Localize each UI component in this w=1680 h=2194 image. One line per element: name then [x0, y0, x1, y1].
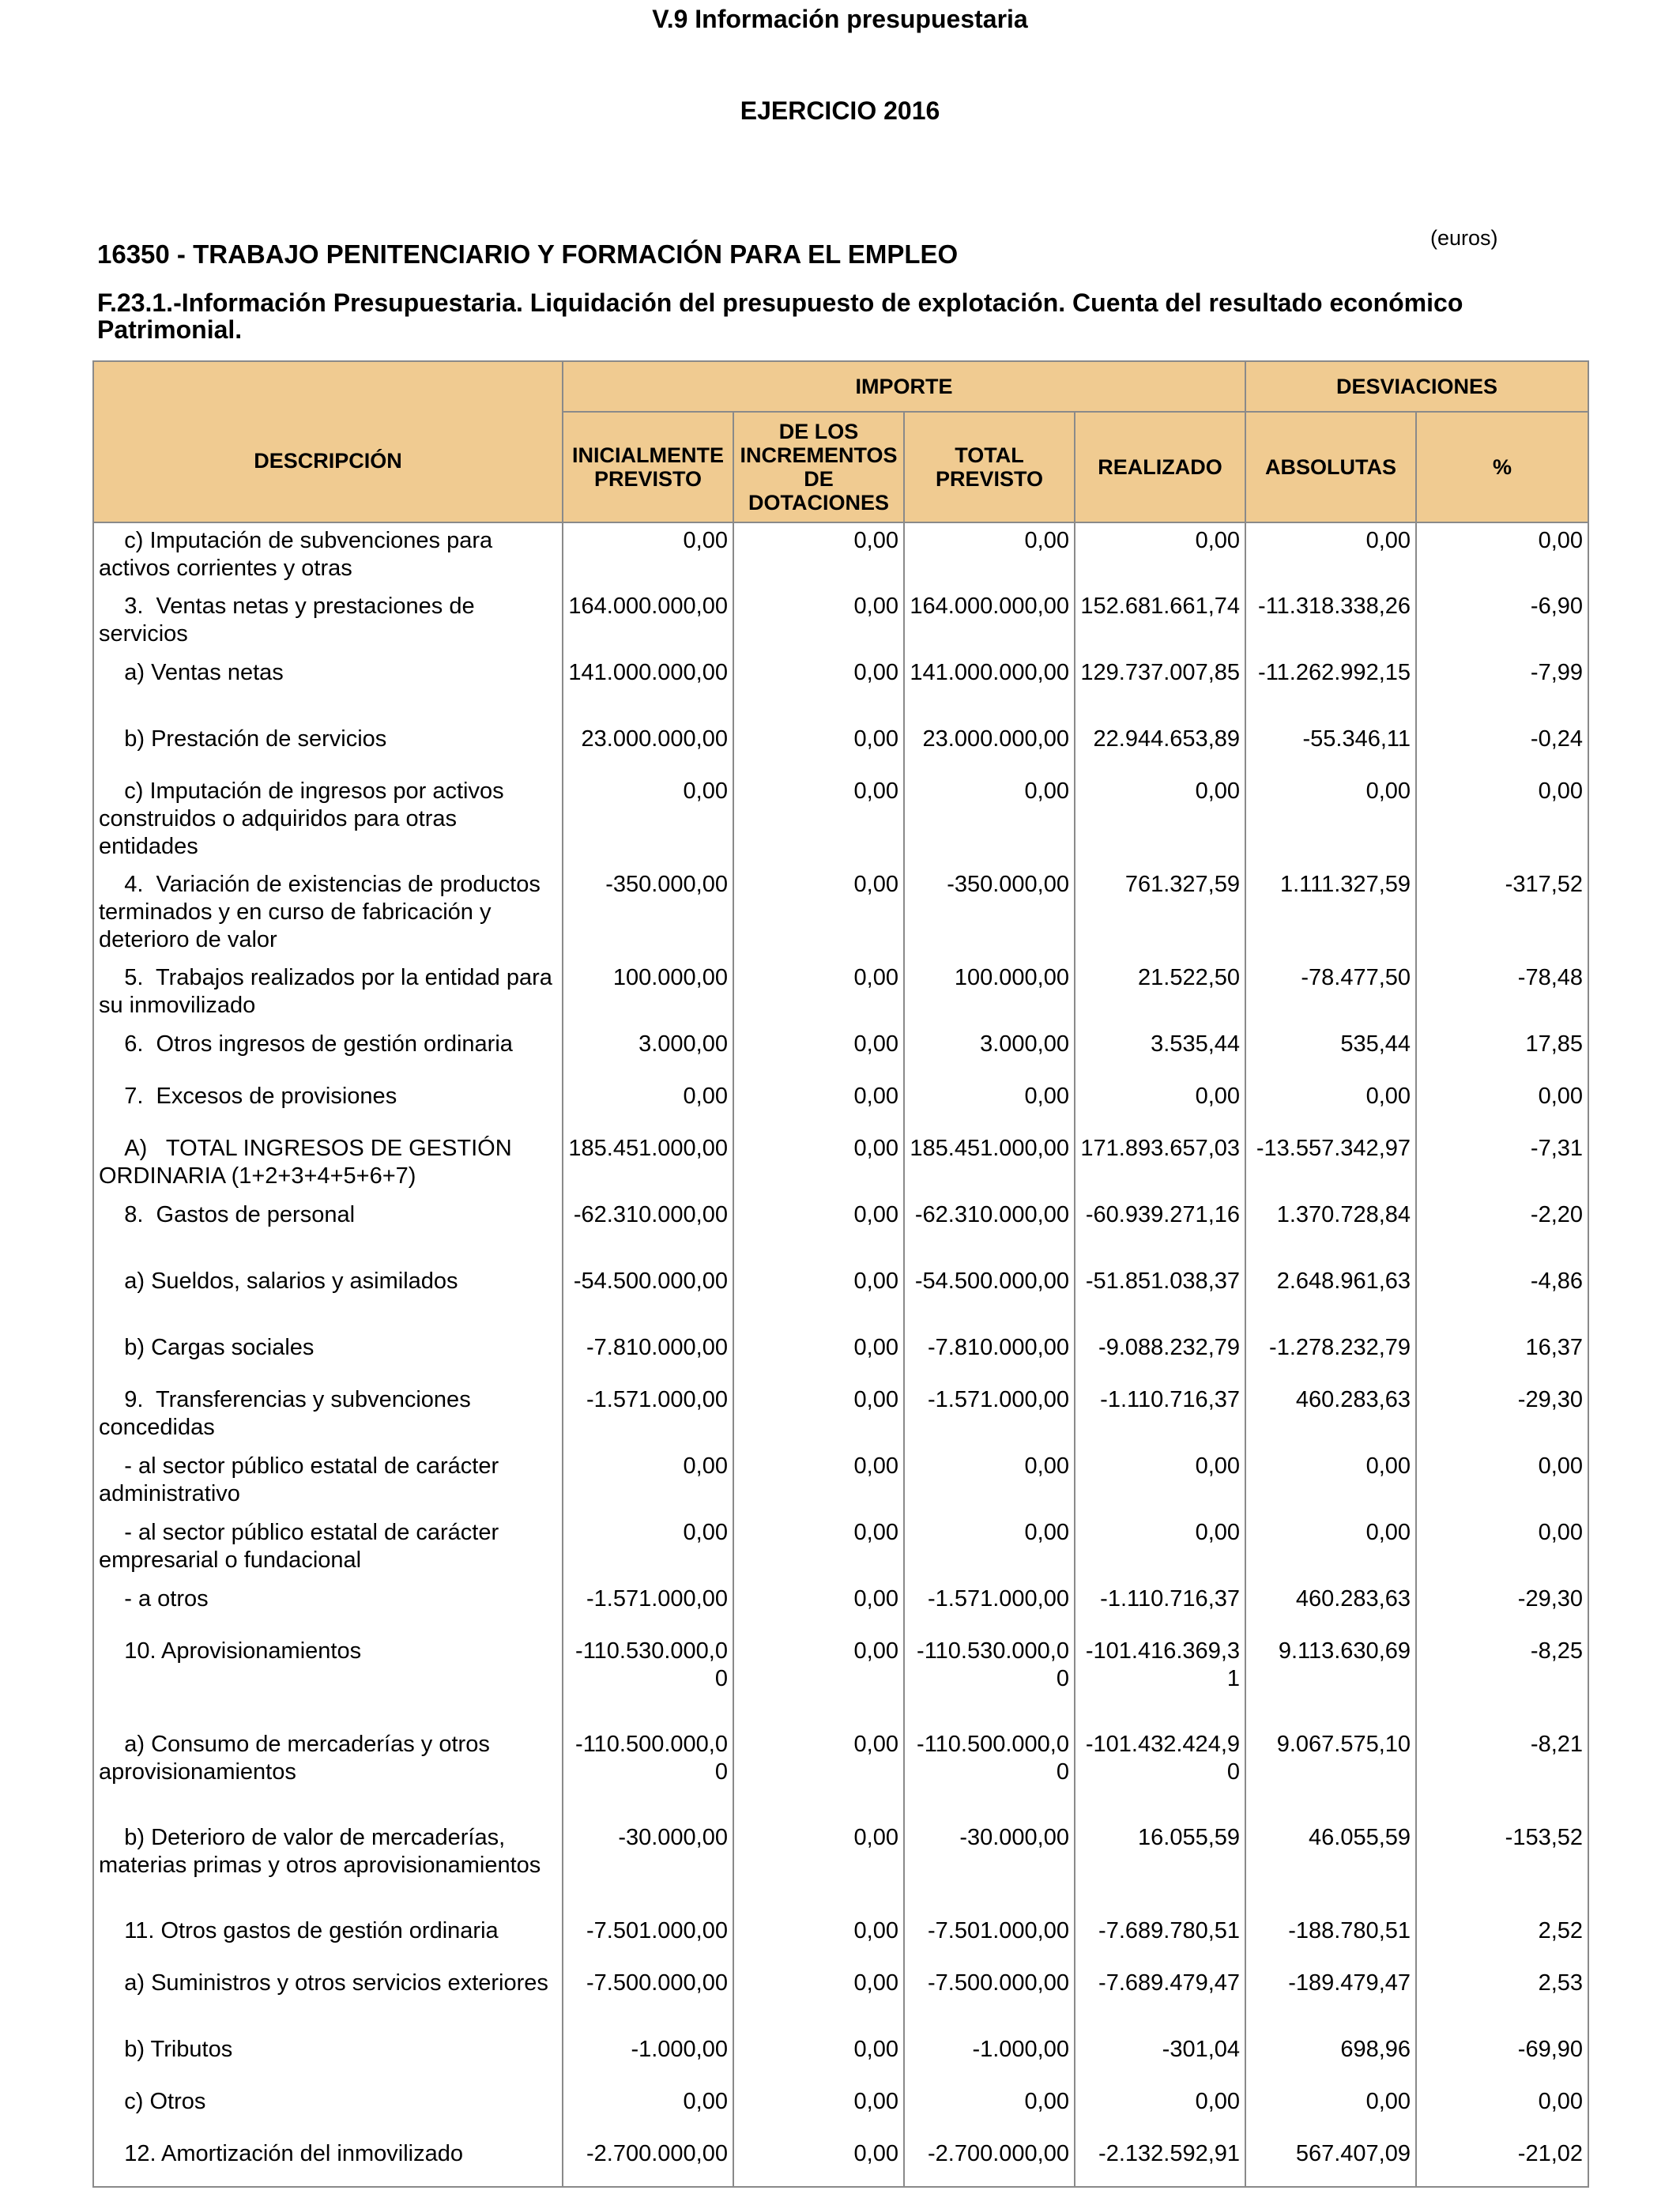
cell-percent: 0,00 [1416, 1079, 1588, 1131]
row-description: 3. Ventas netas y prestaciones de servicios [93, 589, 563, 655]
cell-inicialmente-previsto: -1.000,00 [563, 2032, 733, 2084]
cell-total-previsto: -2.700.000,00 [904, 2136, 1075, 2187]
cell-total-previsto: 100.000,00 [904, 960, 1075, 1027]
cell-inicialmente-previsto: 185.451.000,00 [563, 1131, 733, 1197]
table-row [93, 1330, 1588, 1382]
cell-percent: -7,99 [1416, 655, 1588, 722]
row-description: b) Tributos [93, 2032, 563, 2084]
cell-total-previsto: -7.810.000,00 [904, 1330, 1075, 1382]
cell-absolutas: -78.477,50 [1245, 960, 1416, 1027]
row-description: 5. Trabajos realizados por la entidad para su inmovilizado [93, 960, 563, 1027]
cell-incrementos: 0,00 [733, 1197, 904, 1264]
table-subtitle: F.23.1.-Información Presupuestaria. Liquidación del presupuesto de explotación. Cuenta del resultado económico Patrimonial. [97, 288, 1463, 344]
cell-inicialmente-previsto: -350.000,00 [563, 867, 733, 960]
cell-realizado: 0,00 [1075, 1515, 1245, 1581]
cell-incrementos: 0,00 [733, 1027, 904, 1079]
row-description: - a otros [93, 1581, 563, 1634]
table-row [93, 1197, 1588, 1264]
cell-percent: 0,00 [1416, 522, 1588, 589]
cell-inicialmente-previsto: -30.000,00 [563, 1820, 733, 1913]
cell-inicialmente-previsto: 0,00 [563, 1449, 733, 1515]
table-row [93, 2136, 1588, 2187]
cell-inicialmente-previsto: 0,00 [563, 522, 733, 589]
row-description: - al sector público estatal de carácter empresarial o fundacional [93, 1515, 563, 1581]
table-row [93, 655, 1588, 722]
table-row [93, 1131, 1588, 1197]
fiscal-year: EJERCICIO 2016 [740, 96, 940, 125]
cell-percent: -78,48 [1416, 960, 1588, 1027]
header-descripcion: DESCRIPCIÓN [93, 361, 563, 522]
table-row [93, 1449, 1588, 1515]
cell-percent: -317,52 [1416, 867, 1588, 960]
cell-incrementos: 0,00 [733, 774, 904, 867]
cell-percent: 0,00 [1416, 1449, 1588, 1515]
row-description: 11. Otros gastos de gestión ordinaria [93, 1913, 563, 1966]
cell-inicialmente-previsto: -110.530.000,00 [563, 1634, 733, 1727]
cell-incrementos: 0,00 [733, 1382, 904, 1449]
cell-incrementos: 0,00 [733, 1079, 904, 1131]
cell-percent: 0,00 [1416, 2084, 1588, 2136]
cell-total-previsto: -350.000,00 [904, 867, 1075, 960]
cell-total-previsto: 0,00 [904, 1079, 1075, 1131]
header-total-previsto: TOTAL PREVISTO [904, 412, 1075, 522]
table-row [93, 2084, 1588, 2136]
cell-incrementos: 0,00 [733, 2136, 904, 2187]
header-importe: IMPORTE [563, 361, 1245, 412]
row-description: b) Deterioro de valor de mercaderías, materias primas y otros aprovisionamientos [93, 1820, 563, 1913]
cell-realizado: 171.893.657,03 [1075, 1131, 1245, 1197]
cell-total-previsto: -62.310.000,00 [904, 1197, 1075, 1264]
cell-inicialmente-previsto: 0,00 [563, 2084, 733, 2136]
cell-percent: -153,52 [1416, 1820, 1588, 1913]
table-row [93, 1966, 1588, 2032]
cell-absolutas: 9.067.575,10 [1245, 1727, 1416, 1820]
cell-inicialmente-previsto: -7.500.000,00 [563, 1966, 733, 2032]
cell-inicialmente-previsto: 0,00 [563, 774, 733, 867]
cell-realizado: -60.939.271,16 [1075, 1197, 1245, 1264]
table-row [93, 1581, 1588, 1634]
cell-total-previsto: 0,00 [904, 1449, 1075, 1515]
cell-total-previsto: 0,00 [904, 522, 1075, 589]
row-description: 8. Gastos de personal [93, 1197, 563, 1264]
cell-percent: -4,86 [1416, 1264, 1588, 1330]
cell-absolutas: 1.370.728,84 [1245, 1197, 1416, 1264]
header-desviaciones: DESVIACIONES [1245, 361, 1588, 412]
cell-absolutas: -55.346,11 [1245, 722, 1416, 774]
cell-realizado: -101.432.424,90 [1075, 1727, 1245, 1820]
cell-inicialmente-previsto: 3.000,00 [563, 1027, 733, 1079]
row-description: b) Prestación de servicios [93, 722, 563, 774]
cell-incrementos: 0,00 [733, 589, 904, 655]
cell-percent: -21,02 [1416, 2136, 1588, 2187]
cell-incrementos: 0,00 [733, 1515, 904, 1581]
cell-percent: -2,20 [1416, 1197, 1588, 1264]
cell-incrementos: 0,00 [733, 1131, 904, 1197]
table-row [93, 1820, 1588, 1913]
cell-absolutas: 0,00 [1245, 774, 1416, 867]
row-description: a) Suministros y otros servicios exteriores [93, 1966, 563, 2032]
cell-absolutas: 1.111.327,59 [1245, 867, 1416, 960]
row-description: 6. Otros ingresos de gestión ordinaria [93, 1027, 563, 1079]
cell-realizado: -2.132.592,91 [1075, 2136, 1245, 2187]
cell-incrementos: 0,00 [733, 1330, 904, 1382]
cell-absolutas: -189.479,47 [1245, 1966, 1416, 2032]
cell-inicialmente-previsto: -54.500.000,00 [563, 1264, 733, 1330]
cell-total-previsto: -110.500.000,00 [904, 1727, 1075, 1820]
cell-inicialmente-previsto: -7.810.000,00 [563, 1330, 733, 1382]
cell-absolutas: 2.648.961,63 [1245, 1264, 1416, 1330]
cell-incrementos: 0,00 [733, 1913, 904, 1966]
cell-incrementos: 0,00 [733, 1966, 904, 2032]
table-row [93, 1634, 1588, 1727]
cell-incrementos: 0,00 [733, 1820, 904, 1913]
cell-percent: 2,52 [1416, 1913, 1588, 1966]
cell-incrementos: 0,00 [733, 1727, 904, 1820]
cell-inicialmente-previsto: -62.310.000,00 [563, 1197, 733, 1264]
cell-total-previsto: 0,00 [904, 774, 1075, 867]
cell-absolutas: 460.283,63 [1245, 1382, 1416, 1449]
cell-total-previsto: -7.500.000,00 [904, 1966, 1075, 2032]
cell-percent: 17,85 [1416, 1027, 1588, 1079]
cell-inicialmente-previsto: 23.000.000,00 [563, 722, 733, 774]
cell-absolutas: 46.055,59 [1245, 1820, 1416, 1913]
header-incrementos: DE LOS INCREMENTOS DE DOTACIONES [733, 412, 904, 522]
row-description: a) Sueldos, salarios y asimilados [93, 1264, 563, 1330]
table-row [93, 1913, 1588, 1966]
cell-percent: -69,90 [1416, 2032, 1588, 2084]
table-body [93, 522, 1588, 2187]
cell-inicialmente-previsto: 0,00 [563, 1079, 733, 1131]
cell-incrementos: 0,00 [733, 722, 904, 774]
cell-inicialmente-previsto: 0,00 [563, 1515, 733, 1581]
cell-total-previsto: -1.571.000,00 [904, 1581, 1075, 1634]
cell-absolutas: -188.780,51 [1245, 1913, 1416, 1966]
cell-percent: -0,24 [1416, 722, 1588, 774]
header-percent: % [1416, 412, 1588, 522]
cell-realizado: 3.535,44 [1075, 1027, 1245, 1079]
cell-inicialmente-previsto: -2.700.000,00 [563, 2136, 733, 2187]
header-absolutas: ABSOLUTAS [1245, 412, 1416, 522]
document-title: V.9 Información presupuestaria [652, 5, 1028, 33]
cell-realizado: -51.851.038,37 [1075, 1264, 1245, 1330]
row-description: 9. Transferencias y subvenciones concedidas [93, 1382, 563, 1449]
cell-incrementos: 0,00 [733, 960, 904, 1027]
cell-realizado: -9.088.232,79 [1075, 1330, 1245, 1382]
cell-absolutas: 0,00 [1245, 1449, 1416, 1515]
cell-absolutas: 0,00 [1245, 1079, 1416, 1131]
cell-percent: -8,25 [1416, 1634, 1588, 1727]
cell-inicialmente-previsto: -1.571.000,00 [563, 1581, 733, 1634]
budget-table [92, 360, 1589, 2188]
row-description: A) TOTAL INGRESOS DE GESTIÓN ORDINARIA (1+2+3+4+5+6+7) [93, 1131, 563, 1197]
cell-inicialmente-previsto: 141.000.000,00 [563, 655, 733, 722]
cell-absolutas: 0,00 [1245, 1515, 1416, 1581]
table-row [93, 722, 1588, 774]
cell-percent: -29,30 [1416, 1581, 1588, 1634]
cell-incrementos: 0,00 [733, 522, 904, 589]
cell-absolutas: 567.407,09 [1245, 2136, 1416, 2187]
row-description: a) Ventas netas [93, 655, 563, 722]
cell-inicialmente-previsto: -1.571.000,00 [563, 1382, 733, 1449]
cell-percent: 2,53 [1416, 1966, 1588, 2032]
cell-absolutas: 698,96 [1245, 2032, 1416, 2084]
cell-incrementos: 0,00 [733, 2032, 904, 2084]
cell-realizado: -1.110.716,37 [1075, 1581, 1245, 1634]
table-row [93, 522, 1588, 589]
cell-total-previsto: 164.000.000,00 [904, 589, 1075, 655]
cell-total-previsto: 141.000.000,00 [904, 655, 1075, 722]
cell-percent: 16,37 [1416, 1330, 1588, 1382]
table-row [93, 589, 1588, 655]
cell-inicialmente-previsto: 164.000.000,00 [563, 589, 733, 655]
table-row [93, 1079, 1588, 1131]
cell-incrementos: 0,00 [733, 1634, 904, 1727]
row-description: 7. Excesos de provisiones [93, 1079, 563, 1131]
row-description: c) Imputación de subvenciones para activos corrientes y otras [93, 522, 563, 589]
cell-percent: -29,30 [1416, 1382, 1588, 1449]
cell-realizado: 0,00 [1075, 1079, 1245, 1131]
cell-percent: -7,31 [1416, 1131, 1588, 1197]
cell-realizado: -1.110.716,37 [1075, 1382, 1245, 1449]
cell-total-previsto: -1.000,00 [904, 2032, 1075, 2084]
cell-absolutas: -13.557.342,97 [1245, 1131, 1416, 1197]
cell-inicialmente-previsto: -7.501.000,00 [563, 1913, 733, 1966]
row-description: c) Otros [93, 2084, 563, 2136]
row-description: 12. Amortización del inmovilizado [93, 2136, 563, 2187]
cell-total-previsto: -7.501.000,00 [904, 1913, 1075, 1966]
table-row [93, 1264, 1588, 1330]
header-inicialmente-previsto: INICIALMENTE PREVISTO [563, 412, 733, 522]
table-row [93, 960, 1588, 1027]
cell-percent: -8,21 [1416, 1727, 1588, 1820]
cell-realizado: 0,00 [1075, 522, 1245, 589]
cell-total-previsto: -30.000,00 [904, 1820, 1075, 1913]
table-row [93, 774, 1588, 867]
cell-realizado: 129.737.007,85 [1075, 655, 1245, 722]
table-row [93, 1727, 1588, 1820]
cell-realizado: -101.416.369,31 [1075, 1634, 1245, 1727]
table-row [93, 1027, 1588, 1079]
cell-realizado: -7.689.479,47 [1075, 1966, 1245, 2032]
cell-absolutas: 9.113.630,69 [1245, 1634, 1416, 1727]
cell-incrementos: 0,00 [733, 2084, 904, 2136]
cell-total-previsto: -110.530.000,00 [904, 1634, 1075, 1727]
cell-incrementos: 0,00 [733, 1449, 904, 1515]
header-realizado: REALIZADO [1075, 412, 1245, 522]
table-row [93, 867, 1588, 960]
cell-realizado: -7.689.780,51 [1075, 1913, 1245, 1966]
cell-total-previsto: -54.500.000,00 [904, 1264, 1075, 1330]
cell-realizado: 0,00 [1075, 1449, 1245, 1515]
cell-incrementos: 0,00 [733, 1581, 904, 1634]
cell-inicialmente-previsto: 100.000,00 [563, 960, 733, 1027]
cell-realizado: 22.944.653,89 [1075, 722, 1245, 774]
cell-total-previsto: 0,00 [904, 2084, 1075, 2136]
cell-incrementos: 0,00 [733, 867, 904, 960]
cell-total-previsto: 3.000,00 [904, 1027, 1075, 1079]
currency-units: (euros) [1430, 226, 1498, 250]
cell-total-previsto: 23.000.000,00 [904, 722, 1075, 774]
cell-incrementos: 0,00 [733, 655, 904, 722]
cell-absolutas: 535,44 [1245, 1027, 1416, 1079]
cell-realizado: -301,04 [1075, 2032, 1245, 2084]
cell-absolutas: -1.278.232,79 [1245, 1330, 1416, 1382]
row-description: 4. Variación de existencias de productos terminados y en curso de fabricación y deterioro de valor [93, 867, 563, 960]
cell-absolutas: 0,00 [1245, 2084, 1416, 2136]
cell-percent: -6,90 [1416, 589, 1588, 655]
cell-realizado: 16.055,59 [1075, 1820, 1245, 1913]
cell-absolutas: -11.318.338,26 [1245, 589, 1416, 655]
cell-absolutas: 460.283,63 [1245, 1581, 1416, 1634]
cell-percent: 0,00 [1416, 774, 1588, 867]
cell-absolutas: 0,00 [1245, 522, 1416, 589]
table-row [93, 1382, 1588, 1449]
row-description: b) Cargas sociales [93, 1330, 563, 1382]
cell-percent: 0,00 [1416, 1515, 1588, 1581]
cell-realizado: 21.522,50 [1075, 960, 1245, 1027]
cell-realizado: 0,00 [1075, 2084, 1245, 2136]
cell-total-previsto: 185.451.000,00 [904, 1131, 1075, 1197]
cell-total-previsto: -1.571.000,00 [904, 1382, 1075, 1449]
row-description: 10. Aprovisionamientos [93, 1634, 563, 1727]
cell-total-previsto: 0,00 [904, 1515, 1075, 1581]
row-description: - al sector público estatal de carácter administrativo [93, 1449, 563, 1515]
cell-incrementos: 0,00 [733, 1264, 904, 1330]
table-row [93, 1515, 1588, 1581]
row-description: c) Imputación de ingresos por activos construidos o adquiridos para otras entidades [93, 774, 563, 867]
cell-absolutas: -11.262.992,15 [1245, 655, 1416, 722]
cell-realizado: 0,00 [1075, 774, 1245, 867]
row-description: a) Consumo de mercaderías y otros aprovisionamientos [93, 1727, 563, 1820]
table-row [93, 2032, 1588, 2084]
cell-realizado: 761.327,59 [1075, 867, 1245, 960]
cell-inicialmente-previsto: -110.500.000,00 [563, 1727, 733, 1820]
cell-realizado: 152.681.661,74 [1075, 589, 1245, 655]
section-title: 16350 - TRABAJO PENITENCIARIO Y FORMACIÓN PARA EL EMPLEO [97, 239, 959, 269]
